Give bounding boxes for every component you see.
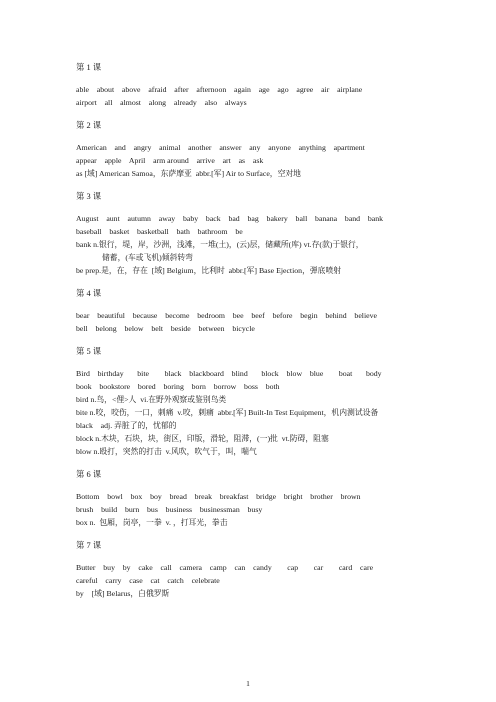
word-line: appear apple April arm around arrive art as ask — [76, 156, 264, 165]
definition-line: as [域] American Samoa，东萨摩亚 abbr.[军] Air to Surface，空对地 — [76, 169, 301, 178]
word-line: bear beautiful because become bedroom bee beef before begin behind believe — [76, 311, 377, 320]
definition-line: bite n.咬，咬伤，一口，刺痛 v.咬，刺痛 abbr.[军] Built-In Test Equipment，机内测试设备 — [76, 408, 379, 417]
word-line: baseball basket basketball bath bathroom be — [76, 227, 243, 236]
definition-line: by [域] Belarus，白俄罗斯 — [76, 589, 170, 598]
lesson-7 — [76, 540, 428, 600]
definition-line: block n.木块，石块，块，街区，印版，滑轮，阻滞，(一)批 vt.防碍，阻塞 — [76, 434, 329, 443]
word-line: book bookstore bored boring born borrow boss both — [76, 382, 280, 391]
definition-line: blow n.殴打，突然的打击 v.风吹，吹气于，叫，喘气 — [76, 447, 257, 456]
definition-line: be prep.是，在，存在 [域] Belgium，比利时 abbr.[军] Base Ejection，弹底喷射 — [76, 266, 342, 275]
word-line: Bottom bowl box boy bread break breakfast bridge bright brother brown — [76, 492, 361, 501]
definition-line: box n. 包厢，岗亭，一拳 v. ，打耳光，拳击 — [76, 518, 228, 527]
lesson-title: 第 6 课 — [76, 470, 102, 479]
lesson-5 — [76, 346, 428, 458]
lesson-title: 第 2 课 — [76, 121, 102, 130]
lesson-title: 第 3 课 — [76, 192, 102, 201]
word-line: brush build burn bus business businessman busy — [76, 505, 263, 514]
definition-line: bank n.银行，堤，岸，沙洲，浅滩，一堆(土)，(云)层，储藏所(库) vt.存(款)于银行， — [76, 240, 364, 249]
definition-line: bird n.鸟，<俚>人 vi.在野外观察或鉴别鸟类 — [76, 395, 227, 404]
word-line: able about above afraid after afternoon again age ago agree air airplane — [76, 85, 363, 94]
lesson-title: 第 4 课 — [76, 289, 102, 298]
page-content — [76, 62, 428, 600]
word-line: August aunt autumn away baby back bad bag bakery ball banana band bank — [76, 214, 384, 223]
definition-line: 储蓄，(车或飞机)倾斜转弯 — [102, 253, 193, 262]
word-line: Butter buy by cake call camera camp can candy cap car card care — [76, 563, 374, 572]
lesson-1 — [76, 62, 428, 109]
lesson-title: 第 1 课 — [76, 63, 102, 72]
lesson-title: 第 5 课 — [76, 347, 102, 356]
word-line: careful carry case cat catch celebrate — [76, 576, 220, 585]
word-line: American and angry animal another answer any anyone anything apartment — [76, 143, 365, 152]
lesson-3 — [76, 191, 428, 277]
word-line: bell belong below belt beside between bicycle — [76, 324, 255, 333]
lesson-4 — [76, 288, 428, 335]
word-line: Bird birthday bite black blackboard blind block blow blue boat body — [76, 369, 382, 378]
lesson-2 — [76, 120, 428, 180]
word-line: airport all almost along already also always — [76, 98, 247, 107]
lesson-6 — [76, 469, 428, 529]
lesson-title: 第 7 课 — [76, 541, 102, 550]
page-number: 1 — [246, 679, 250, 688]
definition-line: black adj. 弄脏了的，忧郁的 — [76, 421, 177, 430]
